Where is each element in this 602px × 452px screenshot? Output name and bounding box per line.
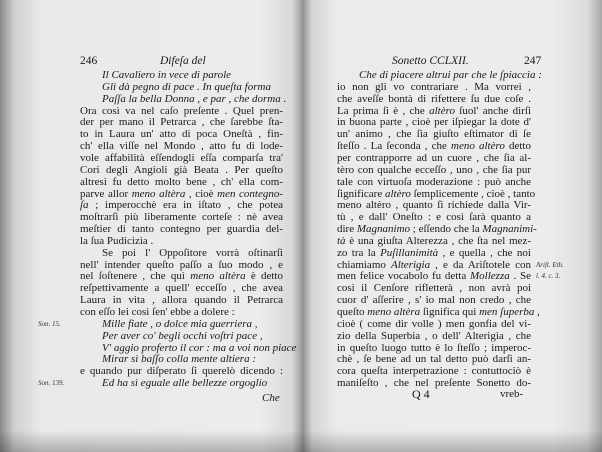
text-segment: maniſeſto , che nel preſente Sonetto do- [337,377,531,390]
text-segment: , e quella , che noi [438,246,531,259]
text-segment: nell' intender queſto paſſo a ſuo modo , e [80,258,283,271]
text-segment: in queſto luogo tutto è lo ſteſſo ; imperoc- [337,341,531,354]
text-line [337,176,531,188]
italic-text: Magnanimo [356,223,411,236]
text-line [337,365,531,377]
text-segment: vole affabilità eſſendogli eſſa comparſa tra' [80,151,283,164]
italic-text: altèro [429,104,455,117]
text-segment: reſpettivamente a quell' ecceſſo , che avea [80,282,283,295]
text-line [337,140,531,152]
text-segment: detto [504,140,531,153]
verse-line [102,69,231,81]
page-number: 246 [80,55,98,67]
text-line [80,116,283,128]
text-segment: che aveſſe bontà di rifettere ſu due coſe . [337,92,531,105]
italic-text: meno altèro [451,140,505,153]
text-line [80,365,283,377]
italic-text: men ſuperba [479,306,535,318]
verse-line [102,81,271,93]
text-segment: ſignificare [337,187,385,200]
text-segment: meno altèro , quanto ſi richiede dalla Vir- [337,199,531,212]
margin-note: Son. 139. [38,379,65,388]
text-segment: tale con virtuoſa moderazione : può anche [337,175,531,188]
running-head: Sonetto CCLXII. [392,55,469,67]
italic-text: Mille fiate , o dolce mia guerriera , [102,317,258,330]
text-segment: dire [337,223,357,236]
text-segment: cioè ( come dir volle ) men gonfia del vi- [337,317,531,330]
margin-note: l. 4. c. 3. [536,272,561,281]
text-segment: , cioè [185,187,218,200]
text-segment: in buona parte , cioè per iſpiegar la dote d' [337,116,531,129]
italic-text: Ed ha sì eguale alle bellezze orgoglio [102,377,268,390]
italic-text: Magnanimi- [482,223,537,236]
text-line [337,93,531,105]
text-line [80,259,283,271]
text-segment: ; imperocchè era in iſtato , che potea [88,199,283,212]
text-line [337,306,540,318]
verse-line [102,318,258,330]
text-line [337,259,531,271]
text-segment: ch' ella viſſe nel Mondo , atto fu di lode- [80,140,283,153]
text-segment: nel ſoſtenere , che quì [80,270,191,283]
text-segment: è detto [245,270,283,283]
italic-text: V' aggio proferto il cor : ma a voi non piace [102,341,297,354]
verse-line [102,342,296,354]
italic-text: tà [337,234,346,247]
text-line [80,176,283,188]
text-segment: un' animo , che ſia giuſto eſtimator di ſe [337,128,531,141]
text-segment: cuor d' aſſerire , s' io mal non credo , che [337,294,531,307]
text-line [337,247,531,259]
text-line [80,223,283,235]
text-segment: . Se [509,270,531,283]
page-number: 247 [524,55,542,67]
text-segment: Laura in vita , allora quando il Petrarca [80,294,283,307]
text-line [80,211,283,223]
italic-text: Alterigia [390,258,431,271]
text-segment: , [534,306,540,318]
text-segment: cora queſta interpetrazione : contuttociò è [337,365,531,378]
text-segment: zo tra la [337,246,381,259]
text-segment: ſignifica qui [420,306,480,318]
text-line [337,342,531,354]
italic-text: Il Cavaliero in vece di parole [102,69,232,81]
right-page [302,0,602,452]
italic-text: Mollezza [470,270,510,283]
text-segment: con eſſo lei così ſen' ebbe a dolere : [80,306,235,318]
text-line [80,294,283,306]
text-line [337,330,531,342]
text-line [80,128,283,140]
text-line [80,235,153,247]
text-line [337,223,537,236]
text-line [337,152,531,164]
text-segment: zio della Superbia , o dell' Alterigia , che [337,329,531,342]
text-segment: meſtier di tanto contegno per guardia del- [80,223,283,236]
verse-line [102,353,256,365]
italic-text: ſa [80,199,89,212]
text-line [80,152,283,164]
text-segment: è una giuſta Alterezza , che ſta nel mez- [345,234,531,247]
italic-text: Per aver co' begli occhi voſtri pace , [102,329,263,342]
catchword: vreb- [500,388,524,400]
text-line [80,164,283,176]
italic-text: meno altèra [367,306,421,318]
text-line [337,318,531,330]
text-line [359,69,542,81]
text-segment: ſuol' anche dirſi [455,104,531,117]
page-shadow [0,430,302,452]
text-segment: men felice vocabolo fu detta [337,270,470,283]
text-line [80,105,283,117]
verse-line [102,330,263,342]
italic-text: Mirar sì baſſo colla mente altiera : [102,353,256,366]
text-segment: queſto [337,306,368,318]
text-line [337,235,531,247]
text-segment: ; eſſendo che la [410,223,483,236]
verse-line [102,93,286,105]
text-line [337,294,531,306]
text-segment: ſemplicemente , cioè , tanto [410,187,536,200]
text-segment: io non gli vo contrariare . Ma vorrei , [337,80,531,93]
text-line [80,199,283,211]
text-line [337,282,531,294]
running-head: Difeſa del [160,55,206,67]
text-line [337,270,531,282]
text-segment: così il Cenſore rifletterà , non avrà poi [337,282,531,295]
text-line [337,187,536,200]
text-segment: chiamiamo [337,258,391,271]
text-line [337,128,531,140]
text-segment: Se poi l' Oppoſitore vorrà oſtinarſi [102,246,283,259]
text-segment: La prima ſi è , che [337,104,430,117]
italic-text: meno altèra [190,270,246,283]
signature-mark: Q 4 [412,387,430,401]
italic-text: Che di piacere altrui par che le ſpiaccia : [359,69,542,81]
italic-text: meno altèra [131,187,186,200]
text-line [80,270,283,282]
text-line [337,199,531,211]
text-line [337,105,531,117]
margin-note: Son. 15. [38,319,61,328]
text-segment: chè , ſe bene ad un tal detto può darſi an- [337,353,531,366]
text-segment: der per mano il Petrarca , che ſarebbe ſta- [80,116,283,129]
catchword: Che [262,392,280,404]
text-line [337,353,531,365]
page-shadow [302,430,602,452]
text-line [80,188,283,200]
text-segment: la ſua Pudicizia . [80,234,154,247]
italic-text: Gli dà pegno di pace . In queſta forma [102,80,271,93]
italic-text: men contegno- [217,187,283,200]
text-segment: moſtrarſi più liberamente corteſe : nè avea [80,211,283,224]
text-line [102,247,283,259]
text-line [337,164,531,176]
italic-text: Paſſa la bella Donna , e par , che dorma . [102,92,287,105]
text-segment: altresì fu detto molto bene , ch' ella com- [80,175,283,188]
text-line [337,81,531,93]
text-line [337,116,531,128]
text-segment: tù , e dall' Oneſto : e così ſarà quanto a [337,211,531,224]
text-line [80,140,283,152]
text-segment: ſteſſo . La ſeconda , che [337,140,452,153]
text-segment: Cori degli Angioli già Beata . Per queſto [80,163,283,176]
text-segment: Ora così va nel caſo preſente . Quel pren- [80,104,283,117]
text-segment: per contrapporre ad un cuore , che ſia al- [337,151,531,164]
text-segment: , e da Ariſtotele con [430,258,531,271]
text-segment: to in Laura un' atto di poca Oneſtà , fin- [80,128,283,141]
text-segment: e quando pur diſperato ſi querelò dicendo : [80,365,283,378]
text-line [337,211,531,223]
text-segment: tèro con qualche ecceſſo , uno , che ſia pur [337,163,531,176]
text-line [80,282,283,294]
italic-text: altèro [384,187,411,200]
text-line [80,306,235,318]
verse-line [102,377,267,389]
text-segment: parve allor [80,187,132,200]
italic-text: Puſillanimità [380,246,439,259]
margin-note: Ariſt. Eth. [536,260,564,269]
